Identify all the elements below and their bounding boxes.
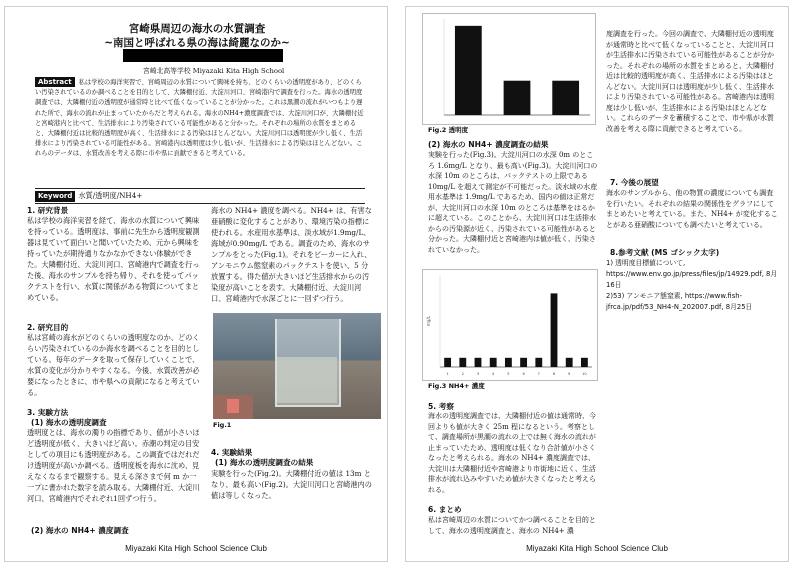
section-4-sub2-text: 実験を行った(Fig.3)。大淀川河口の水深 0m のところ 1.6mg/L となり、最も高い(Fig.3)。大淀川河口の水深 10m のところは、パックテストの上限である 10mg/L を超えて測定が不可能だった。淡水域の水産用水基準は 1.9mg/L であるため、国内の値は正常だが、大淀川河口の水深 10m のところは基準をはるかに超えている。このことから、大淀川河口は生活排水からの汚染源が近く、汚染されている可能性があると分かった。大隣棚付近と宮崎港内は値が低く、汚染されていなかった。	[428, 151, 598, 254]
right-page	[405, 6, 789, 562]
bar-5	[505, 358, 512, 367]
keyword-label: Keyword	[35, 191, 75, 202]
paper-title: 宮崎県周辺の海水の水質調査	[128, 23, 266, 35]
section-6-text: 私は宮崎周辺の水質についてかつ調べることを目的として、海水の透明度調査と、海水の NH4+ 濃	[428, 516, 596, 535]
section-6-heading: 6. まとめ	[428, 505, 462, 514]
x-tick-label: 7	[537, 372, 540, 376]
section-3-sub2: (2) 海水の NH4+ 濃度調査	[31, 526, 129, 535]
reference-2: 2)53) アンモニア態窒素, https://www.fish-jfrca.jp/pdf/53_NH4-N_202007.pdf, 8月25日	[606, 292, 753, 311]
section-3-sub1-text: 透明度とは、海水の濁りの指標であり、値が小さいほど透明度が低く、大きいほど高い。赤潮の判定の目安としての項目にも透明度がある。この調査ではだれだけ透明度が高いか調べる。透明度板を海水に沈め、見えなくなるまで観察する。見える深さまで何 m か一一プに書かれた数字を読み取る。大隣棚付近、大淀川河口、宮崎港内でそれぞれ1回ずつ行う。	[27, 428, 200, 503]
x-tick-label: 10	[582, 372, 587, 376]
y-axis-label: mg/L	[426, 315, 431, 327]
fig2-bar-chart	[422, 13, 596, 125]
bar-8	[551, 293, 558, 367]
bar-10	[581, 358, 588, 367]
bar-3	[552, 81, 579, 115]
section-8-heading: 8.参考文献 (MS ゴシック太字)	[610, 248, 720, 257]
redacted-author-block	[123, 49, 283, 62]
bar-1	[455, 26, 482, 115]
x-tick-label: 2	[461, 372, 464, 376]
section-4-heading: 4. 実験結果	[211, 448, 253, 457]
section-7-text: 海水のサンプルから、他の物質の濃度についても調査を行いたい。それぞれの結果の関係性をグラフにしてまとめたいと考えている。また、NH4+ が変化することがある亜硝酸についても調べたいと考えている。	[606, 189, 778, 229]
section-5-heading: 5. 考察	[428, 402, 454, 411]
bar-1	[444, 358, 451, 367]
x-tick-label: 3	[476, 372, 480, 376]
section-3-sub1: (1) 海水の透明度調査	[31, 418, 107, 427]
fig3-caption: Fig.3 NH4+ 濃度	[428, 382, 485, 390]
reference-1: 1) 透明度目標値について, https://www.env.go.jp/press/files/jp/14929.pdf, 8月16日	[606, 259, 778, 289]
bar-4	[490, 358, 497, 367]
section-5-text: 海水の透明度調査では、大隣棚付近の値は通常時、今回よりも値が大きく 25m 程になるという。考察として、調査場所が黒潮の流れの上では無く海水の流れが止まっていたため、透明度は低くなり合計値が小さくなったと考えられる。海水の NH4+ 濃度調査では、大淀川は大隣棚付近や宮崎港より市街地に近く、生活排水が流れ込みやすいため値が大きくなったと考えられる。	[428, 412, 596, 494]
paper-subtitle: ~南国と呼ばれる県の海は綺麗なのか~	[104, 37, 290, 49]
section-1-text: 私は学校の海洋実習を経て、海水の水質について興味を持っている。透明度は、事前に先生から透明度観測器は見ていて面白いと聞いていたため、元から興味を持っていたが期待通りなかなかできない体験ができた。大隣棚付近、大淀川河口、宮崎港内で調査を行った後、海水のサンプルを持ち帰り、それを使ってパックテストを行い、水質に関係がある物質についてまとめている。	[27, 216, 200, 302]
school-name: 宮崎北高等学校 Miyazaki Kita High School	[143, 67, 285, 75]
x-tick-label: 1	[446, 372, 449, 376]
section-2-text: 私は宮崎の海水がどのくらいの透明度なのか、どのくらい汚染されているのか海水を調べることを目的としている。毎年のデータを取って保存していくことで、水質の変化が分かりやすくなる。今後、水質改善が必要になったときに、市や県への貢献になると考えている。	[27, 333, 200, 397]
divider	[35, 203, 365, 204]
section-4-sub1-text: 実験を行った(Fig.2)。大隣棚付近の値は 13m となり、最も高い(Fig.2)。大淀川河口と宮崎港内の値は等しくなった。	[211, 469, 372, 500]
sample-water	[277, 357, 337, 403]
fig3-bar-chart	[422, 269, 598, 381]
section-1-heading: 1. 研究背景	[27, 206, 69, 215]
sample-beaker-photo	[213, 313, 381, 419]
section-4-sub2: (2) 海水の NH4+ 濃度調査の結果	[428, 140, 549, 149]
x-tick-label: 6	[522, 372, 525, 376]
left-page	[4, 6, 388, 562]
keyword-row	[35, 190, 365, 202]
ammonium-method-text: 海水の NH4+ 濃度を調べる。NH4+ は、有害な亜硝酸に変化することがあり、環境汚染の指標に使われる。水産用水基準は、淡水域が1.9mg/L、海域が0.90mg/L である。調査のため、海水のサンプルをとった(Fig.1)。それをビーカーに入れ、アンモニウム態窒素のパックテストを使い、5 分放置する。得た値が大きいほど生活排水からの汚染度が高いことを表す。大隣棚付近、大淀川河口、宮崎港内で水深ごとに一回ずつ行う。	[211, 206, 372, 303]
section-4-sub1: (1) 海水の透明度調査の結果	[215, 458, 314, 467]
abstract-text: 私は学校の海洋実習で、宮崎周辺の水質について興味を持ち、どのくらいの透明度があり、どのくらい汚染されているのか調べることを目的として、大隣棚付近、大淀川河口、宮崎港内で調査を行った。海水の透明度調査では、大隣棚付近の透明度が通常時と比べて低くなっていることが分かった。これは黒潮の流れがいつもより遅れた所で、海水の流れが止まっていたからだと考えられる。海水のNH4+濃度調査では、大淀川河口が、大隣棚付近と宮崎港内と比べて、生活排水により汚染されている可能性があると分かった。それぞれの場所の水質をまとめると、大隣棚付近は比較的透明度が高く、生活排水による汚染はほとんどない。大淀川河口は透明度が少し低く、生活排水により汚染されている可能性がある。宮崎港内は透明度は少し低いが、生活排水による汚染はほとんどない。これらのデータは、水質改善を考える際に市や県に貢献できると考えている。	[35, 79, 364, 158]
footer: Miyazaki Kita High School Science Club	[125, 544, 267, 553]
footer: Miyazaki Kita High School Science Club	[526, 544, 668, 553]
x-tick-label: 4	[492, 372, 495, 376]
bar-3	[475, 358, 482, 367]
bar-2	[504, 81, 531, 115]
fig1-caption: Fig.1	[213, 421, 232, 429]
bar-7	[535, 358, 542, 367]
summary-continued-text: 度調査を行った。今回の調査で、大隣棚付近の透明度が通常時と比べて低くなっていることと、大淀川河口が生活排水に汚染されている可能性があることが分かった。それぞれの場所の水質をまとめると、大隣棚付近は比較的透明度が高く、生活排水による汚染はほとんどない。大淀川河口は透明度が少し低く、生活排水により汚染されている可能性がある。宮崎港内は透明度は少し低いが、生活排水による汚染はほとんどない。これらのデータを蓄積することで、市や県が水質改善を考える際に貢献できると考えている。	[606, 30, 774, 133]
fig2-caption: Fig.2 透明度	[428, 126, 469, 134]
abstract-label: Abstract	[35, 77, 75, 87]
bar-6	[520, 358, 527, 367]
bar-2	[459, 358, 466, 367]
divider	[35, 188, 365, 189]
section-7-heading: 7. 今後の展望	[610, 178, 659, 187]
x-tick-label: 9	[568, 372, 571, 376]
abstract	[35, 77, 365, 160]
keyword-text: 水質/透明度/NH4+	[78, 191, 143, 200]
section-2-heading: 2. 研究目的	[27, 323, 69, 332]
bar-9	[566, 358, 573, 367]
x-tick-label: 5	[507, 372, 510, 376]
section-3-heading: 3. 実験方法	[27, 408, 69, 417]
bottle	[227, 399, 239, 413]
x-tick-label: 8	[552, 372, 556, 376]
